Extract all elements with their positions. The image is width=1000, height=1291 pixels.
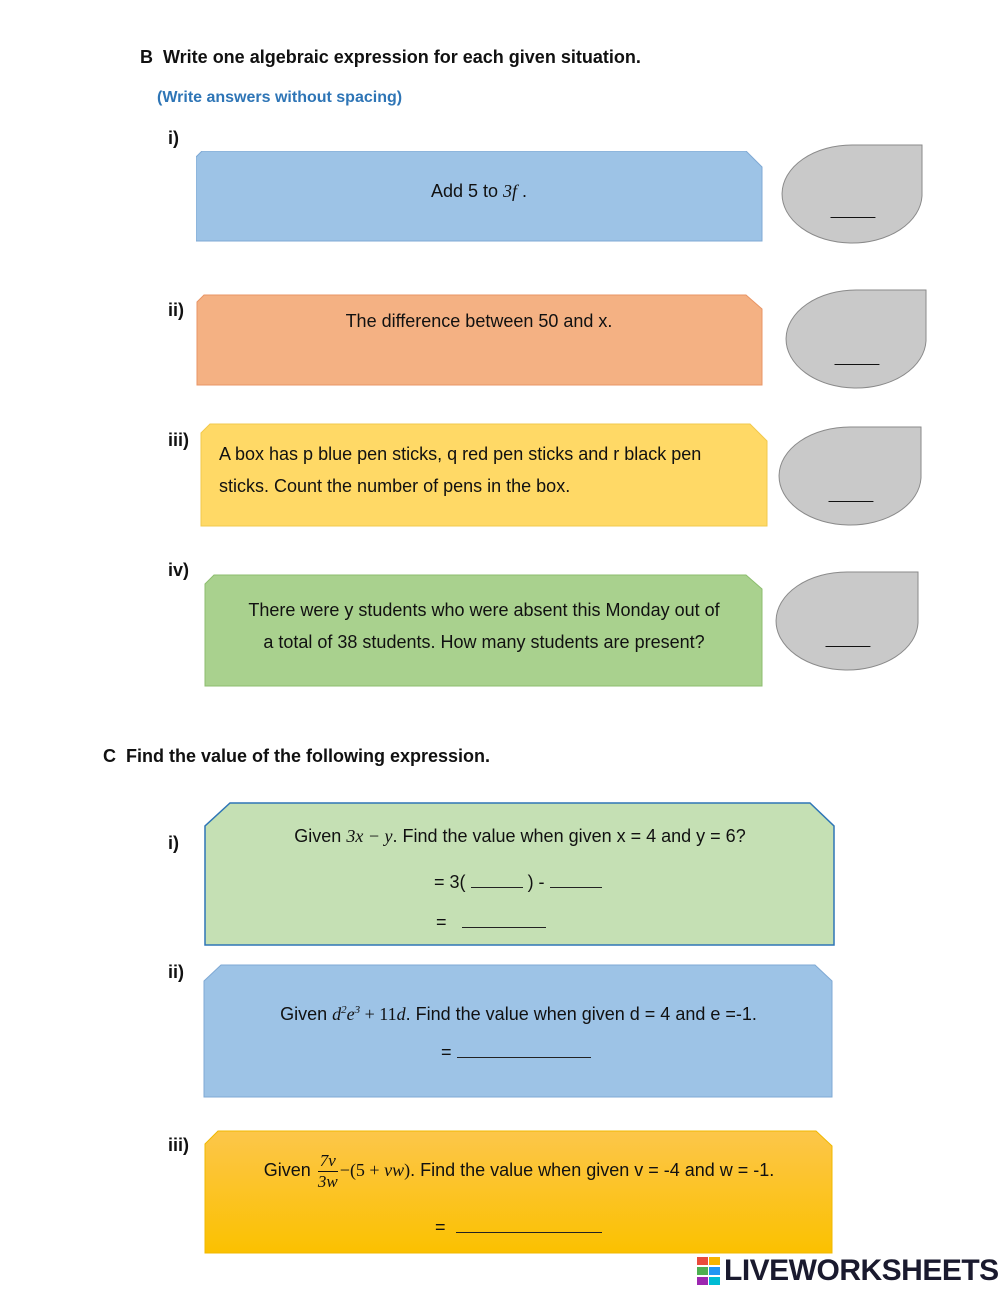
answer-bubble xyxy=(774,571,920,678)
logo-tiles-icon xyxy=(697,1257,721,1285)
answer-bubble-shape xyxy=(774,571,920,673)
question-text: Given $\frac{7v}{3w}$ −(5 + vw). Find the value when given v = -4 and w = -1. xyxy=(263,1150,775,1191)
question-number: ii) xyxy=(168,300,184,320)
question-text: Given 3x − y. Find the value when given x = 4 and y = 6? xyxy=(294,826,746,846)
answer-blank[interactable]: _____ xyxy=(834,349,880,366)
liveworksheets-logo xyxy=(697,1254,999,1288)
brand-name: LIVEWORKSHEETS xyxy=(724,1254,999,1287)
question-box-blue xyxy=(203,964,834,1099)
question-number: iii) xyxy=(168,430,189,450)
answer-bubble xyxy=(777,426,923,533)
answer-blank[interactable] xyxy=(471,887,523,888)
section-b-heading: B Write one algebraic expression for each given situation. xyxy=(140,47,641,67)
question-text: Given $d^2e^3 + 11d$. Find the value when given d = 4 and e =-1. xyxy=(280,1004,757,1024)
answer-bubble-shape xyxy=(779,144,924,246)
working-step-2: = xyxy=(436,906,546,938)
answer-blank[interactable] xyxy=(550,887,602,888)
question-text: The difference between 50 and x. xyxy=(345,311,613,331)
working-step: = xyxy=(441,1036,591,1068)
answer-bubble xyxy=(779,144,924,251)
answer-blank[interactable]: _____ xyxy=(828,486,874,503)
question-number: iii) xyxy=(168,1135,189,1155)
question-number: iv) xyxy=(168,560,190,580)
answer-bubble-shape xyxy=(783,289,928,391)
question-number: i) xyxy=(168,833,179,853)
section-b-note: (Write answers without spacing) xyxy=(157,89,403,106)
expression-remainder: −(5 + vw) xyxy=(339,1160,411,1180)
question-number: i) xyxy=(168,128,179,148)
answer-blank[interactable] xyxy=(457,1057,591,1058)
fraction: $\frac{7v}{3w}$ xyxy=(317,1150,338,1191)
section-c-heading: C Find the value of the following expression. xyxy=(103,746,491,766)
answer-blank[interactable] xyxy=(462,927,546,928)
expression: $d^2e^3 + 11d$ xyxy=(332,1004,406,1024)
answer-blank[interactable]: _____ xyxy=(825,631,871,648)
answer-bubble-shape xyxy=(777,426,923,528)
answer-blank[interactable] xyxy=(456,1232,602,1233)
question-number: ii) xyxy=(168,962,184,982)
question-text: Add 5 to 3f . xyxy=(430,181,528,201)
working-step-1: = 3( ) - xyxy=(434,866,602,898)
question-text: A box has p blue pen sticks, q red pen sticks and r black pen sticks. Count the number of pens in the box. xyxy=(219,444,702,496)
question-text: There were y students who were absent this Monday out of a total of 38 students. How many students are present? xyxy=(248,600,720,652)
answer-blank[interactable]: _____ xyxy=(830,202,876,219)
working-step: = xyxy=(435,1211,602,1243)
answer-bubble xyxy=(783,289,928,396)
